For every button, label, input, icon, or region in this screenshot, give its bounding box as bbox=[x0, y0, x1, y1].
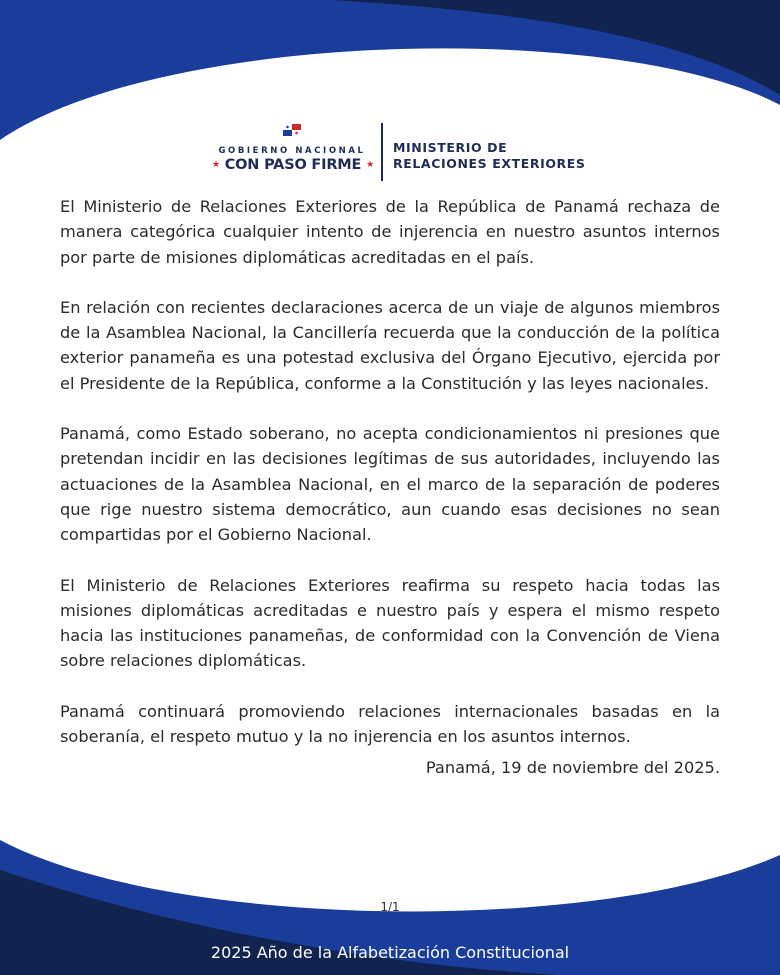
ministry-name bbox=[393, 140, 586, 172]
paragraph: Panamá, como Estado soberano, no acepta condicionamientos ni presiones que pretendan incidir en las decisiones legítimas de sus autoridades, incluyendo las actuaciones de la Asamblea Nacional, en el marco de la separación de poderes que rige nuestro sistema democrático, aun cuando esas decisiones no sean compartidas por el Gobierno Nacional. bbox=[60, 424, 720, 545]
logo-bottom-text: CON PASO FIRME bbox=[224, 157, 362, 173]
panama-flag-icon bbox=[283, 124, 301, 136]
date-line: Panamá, 19 de noviembre del 2025. bbox=[425, 758, 720, 778]
logo-bottom-line bbox=[212, 157, 372, 173]
star-icon: ★ bbox=[366, 160, 374, 170]
paragraph: En relación con recientes declaraciones acerca de un viaje de algunos miembros de la Asamblea Nacional, la Cancillería recuerda que la conducción de la política exterior panameña es una potestad exclusiva del Órgano Ejecutivo, ejercida por el Presidente de la República, conforme a la Constitución y las leyes nacionales. bbox=[60, 297, 720, 393]
page-number: 1/1 bbox=[380, 900, 400, 914]
logo-top-text: GOBIERNO NACIONAL bbox=[218, 146, 366, 156]
paragraph: El Ministerio de Relaciones Exteriores reafirma su respeto hacia todas las misiones diplomáticas acreditadas e nuestro país y espera el mismo respeto hacia las instituciones panameñas, de conformidad con la Convención de Viena sobre relaciones diplomáticas. bbox=[60, 575, 720, 671]
statement-body bbox=[60, 194, 720, 781]
ministry-line-2: RELACIONES EXTERIORES bbox=[393, 156, 586, 171]
letterhead bbox=[0, 118, 780, 188]
footer-slogan: 2025 Año de la Alfabetización Constitucional bbox=[210, 943, 570, 962]
star-icon: ★ bbox=[212, 160, 220, 170]
ministry-line-1: MINISTERIO DE bbox=[393, 140, 508, 155]
paragraph: El Ministerio de Relaciones Exteriores de la República de Panamá rechaza de manera categórica cualquier intento de injerencia en nuestro asuntos internos por parte de misiones diplomáticas acreditadas en el país. bbox=[60, 197, 720, 267]
header-divider bbox=[381, 123, 383, 181]
paragraph: Panamá continuará promoviendo relaciones internacionales basadas en la soberanía, el respeto mutuo y la no injerencia en los asuntos internos. bbox=[60, 701, 720, 747]
